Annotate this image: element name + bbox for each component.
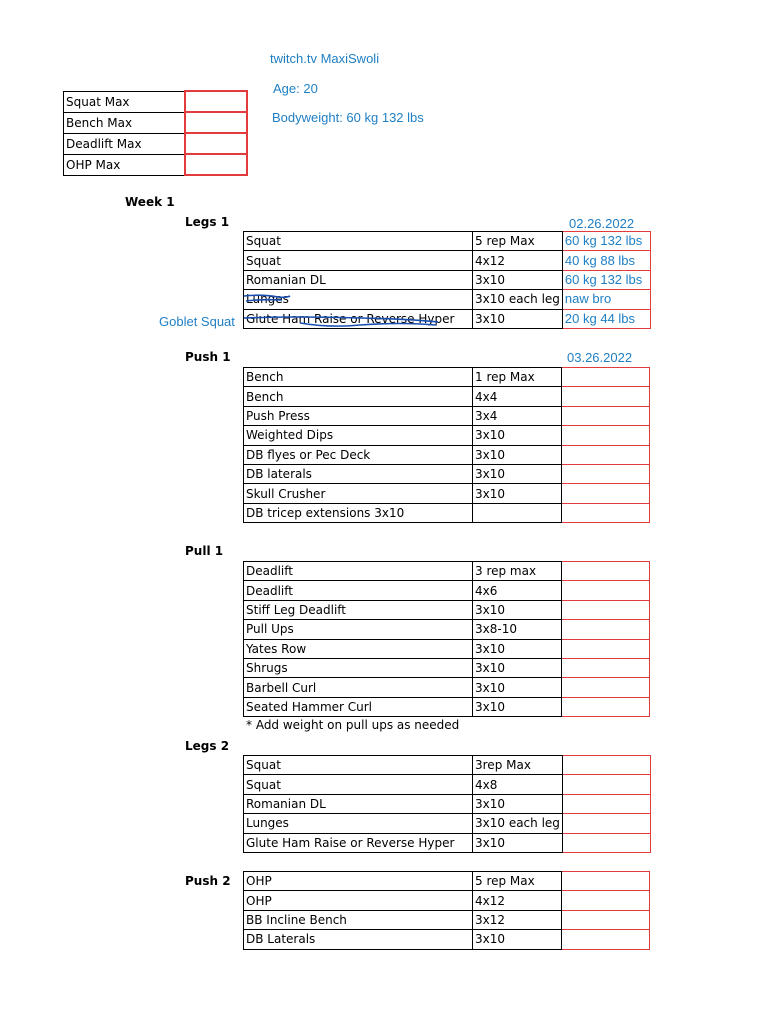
log-cell[interactable] [562, 639, 650, 658]
table-row [244, 387, 650, 406]
max-input[interactable] [185, 154, 247, 175]
exercise-cell: Romanian DL [244, 270, 473, 289]
table-row [64, 133, 248, 154]
log-cell[interactable] [562, 581, 650, 600]
section-title-legs1: Legs 1 [185, 215, 230, 229]
scheme-cell: 3x10 [473, 930, 562, 949]
scheme-cell: 3x10 [473, 309, 563, 328]
exercise-cell: Romanian DL [244, 794, 473, 813]
log-cell[interactable] [562, 503, 650, 522]
exercise-cell: DB laterals [244, 464, 473, 483]
scheme-cell: 3x8-10 [473, 620, 562, 639]
log-cell[interactable] [562, 678, 650, 697]
table-row [244, 270, 651, 289]
table-row [244, 814, 651, 833]
log-cell[interactable] [562, 814, 650, 833]
max-label: Deadlift Max [64, 133, 186, 154]
exercise-cell: OHP [244, 891, 473, 910]
scheme-cell: 1 rep Max [473, 368, 562, 387]
log-cell[interactable] [562, 697, 650, 716]
log-cell[interactable]: 60 kg 132 lbs [562, 270, 650, 289]
scheme-cell: 3x10 [473, 697, 562, 716]
log-cell[interactable] [562, 794, 650, 813]
exercise-cell: DB tricep extensions 3x10 [244, 503, 473, 522]
table-row [244, 581, 650, 600]
max-label: Bench Max [64, 112, 186, 133]
log-cell[interactable] [562, 775, 650, 794]
table-row [244, 426, 650, 445]
push2-table [243, 871, 650, 950]
table-row [244, 309, 651, 328]
week-title: Week 1 [125, 195, 175, 209]
pull1-table [243, 561, 650, 717]
exercise-cell: Shrugs [244, 658, 473, 677]
scheme-cell: 4x6 [473, 581, 562, 600]
scheme-cell: 5 rep Max [473, 872, 562, 891]
exercise-cell: Glute Ham Raise or Reverse Hyper [244, 833, 473, 852]
max-label: Squat Max [64, 91, 186, 112]
scheme-cell: 3x10 [473, 678, 562, 697]
table-row [64, 112, 248, 133]
table-row [244, 697, 650, 716]
exercise-cell: Pull Ups [244, 620, 473, 639]
section-title-push1: Push 1 [185, 350, 231, 364]
scheme-cell: 3x10 [473, 600, 562, 619]
exercise-cell: Yates Row [244, 639, 473, 658]
log-cell[interactable] [562, 910, 650, 929]
log-cell[interactable] [562, 387, 650, 406]
scheme-cell: 3x10 [473, 426, 562, 445]
log-cell[interactable]: 20 kg 44 lbs [562, 309, 650, 328]
scheme-cell: 3x10 each leg [473, 814, 563, 833]
exercise-cell: BB Incline Bench [244, 910, 473, 929]
log-cell[interactable] [562, 891, 650, 910]
log-cell[interactable] [562, 833, 650, 852]
log-cell[interactable] [562, 872, 650, 891]
table-row [244, 290, 651, 309]
exercise-cell: Weighted Dips [244, 426, 473, 445]
exercise-cell: Push Press [244, 406, 473, 425]
scheme-cell: 3x12 [473, 910, 562, 929]
date-legs1: 02.26.2022 [569, 216, 635, 231]
table-row [244, 775, 651, 794]
table-row [244, 658, 650, 677]
log-cell[interactable] [562, 658, 650, 677]
scheme-cell: 3x10 [473, 794, 563, 813]
table-row [244, 600, 650, 619]
exercise-cell: Lunges [244, 814, 473, 833]
section-title-legs2: Legs 2 [185, 739, 230, 753]
max-input[interactable] [185, 112, 247, 133]
table-row [244, 232, 651, 251]
exercise-cell: Bench [244, 368, 473, 387]
table-row [244, 445, 650, 464]
section-title-push2: Push 2 [185, 874, 231, 888]
table-row [244, 930, 650, 949]
table-row [244, 639, 650, 658]
table-row [244, 368, 650, 387]
table-row [244, 756, 651, 775]
table-row [64, 91, 248, 112]
table-row [244, 562, 650, 581]
table-row [64, 154, 248, 175]
table-row [244, 833, 651, 852]
scheme-cell: 4x4 [473, 387, 562, 406]
legs1-table [243, 231, 651, 329]
channel-label: twitch.tv MaxiSwoli [270, 51, 380, 66]
table-row [244, 910, 650, 929]
scheme-cell: 5 rep Max [473, 232, 563, 251]
exercise-cell: Deadlift [244, 581, 473, 600]
exercise-cell: Lunges [244, 290, 473, 309]
bodyweight-label: Bodyweight: 60 kg 132 lbs [272, 110, 424, 125]
section-title-pull1: Pull 1 [185, 544, 224, 558]
scheme-cell: 3rep Max [473, 756, 563, 775]
log-cell[interactable] [562, 426, 650, 445]
exercise-cell: Skull Crusher [244, 484, 473, 503]
goblet-squat-note: Goblet Squat [159, 314, 235, 329]
log-cell[interactable] [562, 600, 650, 619]
exercise-cell: Squat [244, 251, 473, 270]
log-cell[interactable] [562, 620, 650, 639]
exercise-cell: Bench [244, 387, 473, 406]
log-cell[interactable] [562, 756, 650, 775]
exercise-cell: OHP [244, 872, 473, 891]
exercise-cell: Barbell Curl [244, 678, 473, 697]
scheme-cell: 3x10 [473, 464, 562, 483]
max-label: OHP Max [64, 154, 186, 175]
scheme-cell [473, 503, 562, 522]
scheme-cell: 3x10 [473, 484, 562, 503]
exercise-cell: Deadlift [244, 562, 473, 581]
exercise-cell: Stiff Leg Deadlift [244, 600, 473, 619]
scheme-cell: 3x10 each leg [473, 290, 563, 309]
scheme-cell: 4x12 [473, 891, 562, 910]
table-row [244, 872, 650, 891]
exercise-cell: DB Laterals [244, 930, 473, 949]
table-row [244, 503, 650, 522]
log-cell[interactable] [562, 445, 650, 464]
log-cell[interactable]: 60 kg 132 lbs [562, 232, 650, 251]
push1-table [243, 367, 650, 523]
scheme-cell: 4x12 [473, 251, 563, 270]
table-row [244, 620, 650, 639]
exercise-cell: Squat [244, 232, 473, 251]
scheme-cell: 3x10 [473, 833, 563, 852]
log-cell[interactable]: 40 kg 88 lbs [562, 251, 650, 270]
exercise-cell: Glute Ham Raise or Reverse Hyper [244, 309, 473, 328]
log-cell[interactable] [562, 484, 650, 503]
table-row [244, 891, 650, 910]
table-row [244, 678, 650, 697]
scheme-cell: 3x4 [473, 406, 562, 425]
max-input[interactable] [185, 91, 247, 112]
pull-ups-note: * Add weight on pull ups as needed [246, 718, 460, 732]
exercise-cell: Squat [244, 775, 473, 794]
scheme-cell: 3x10 [473, 658, 562, 677]
exercise-cell: Seated Hammer Curl [244, 697, 473, 716]
table-row [244, 406, 650, 425]
table-row [244, 251, 651, 270]
scheme-cell: 3x10 [473, 270, 563, 289]
legs2-table [243, 755, 651, 853]
log-cell[interactable]: naw bro [562, 290, 650, 309]
age-label: Age: 20 [273, 81, 318, 96]
scheme-cell: 3x10 [473, 445, 562, 464]
exercise-cell: DB flyes or Pec Deck [244, 445, 473, 464]
max-input[interactable] [185, 133, 247, 154]
max-table [63, 90, 248, 176]
exercise-cell: Squat [244, 756, 473, 775]
scheme-cell: 4x8 [473, 775, 563, 794]
log-cell[interactable] [562, 930, 650, 949]
log-cell[interactable] [562, 464, 650, 483]
log-cell[interactable] [562, 368, 650, 387]
scheme-cell: 3x10 [473, 639, 562, 658]
log-cell[interactable] [562, 562, 650, 581]
date-push1: 03.26.2022 [567, 350, 633, 365]
table-row [244, 794, 651, 813]
table-row [244, 484, 650, 503]
log-cell[interactable] [562, 406, 650, 425]
scheme-cell: 3 rep max [473, 562, 562, 581]
table-row [244, 464, 650, 483]
